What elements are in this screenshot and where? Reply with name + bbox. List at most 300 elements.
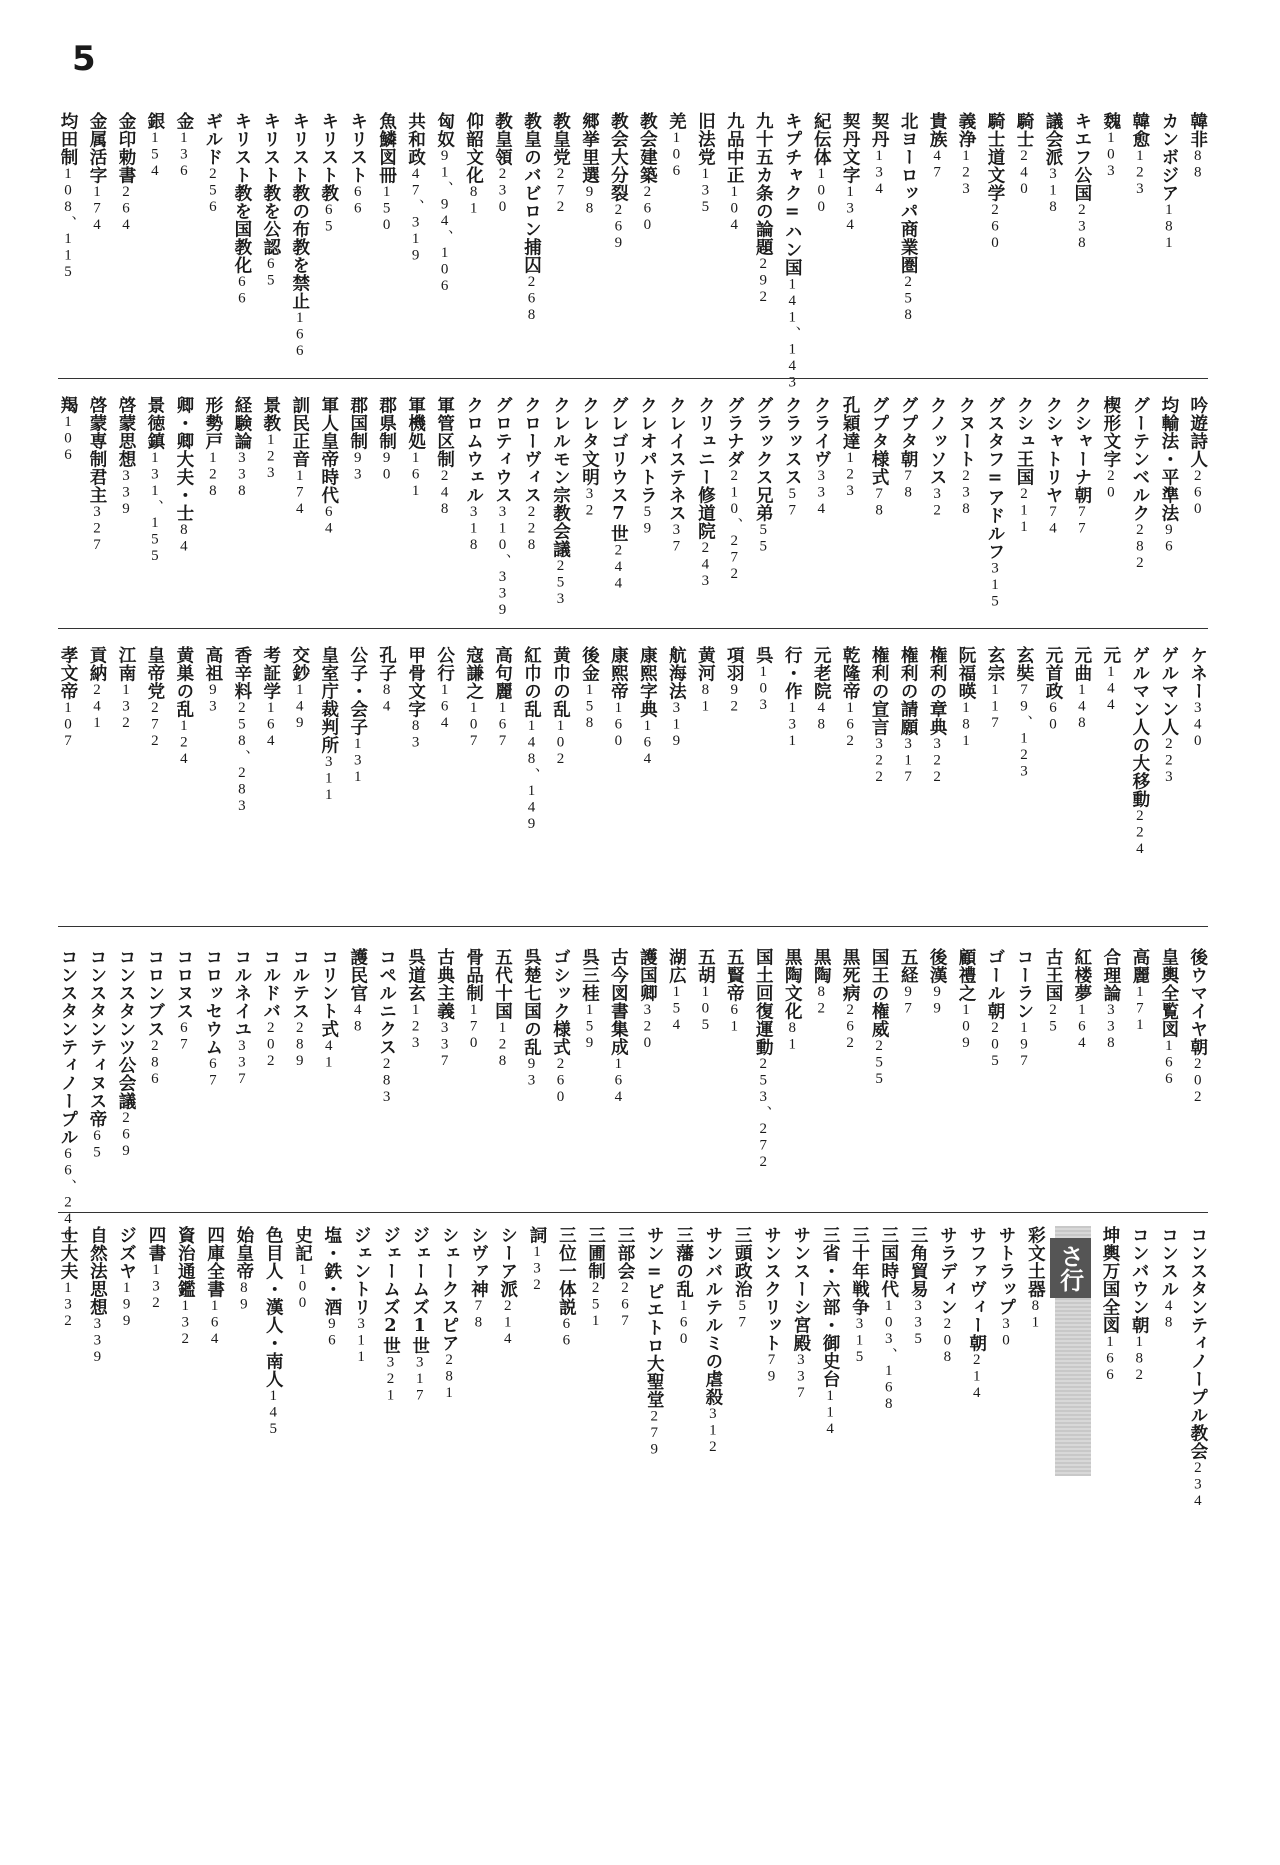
index-entry (674, 1226, 694, 1456)
index-page-numbers: 253、272 (755, 1056, 772, 1171)
index-term: コリント式 (318, 948, 339, 1038)
index-page-numbers: 170 (465, 1002, 482, 1052)
index-entry (527, 1226, 547, 1456)
index-entry (319, 396, 339, 626)
index-term: 四書 (145, 1226, 166, 1262)
index-page-numbers: 105 (697, 984, 714, 1034)
index-page-numbers: 132 (117, 682, 134, 732)
index-entry (840, 112, 860, 342)
index-band-1 (58, 112, 1208, 391)
index-page-numbers: 78 (470, 1298, 487, 1331)
index-page-numbers: 166 (1160, 1038, 1177, 1088)
index-page-numbers: 258、283 (233, 700, 250, 815)
index-page-numbers: 145 (265, 1388, 282, 1438)
index-page-numbers: 78 (871, 486, 888, 519)
index-entry (898, 396, 918, 626)
index-term: 契丹 (869, 112, 890, 148)
index-term: 黒陶 (811, 948, 832, 984)
index-entry (522, 948, 542, 1178)
index-term: グラナダ (724, 396, 745, 468)
index-page-numbers: 321 (382, 1354, 399, 1404)
index-page-numbers: 97 (900, 984, 917, 1017)
index-entry (615, 1226, 635, 1456)
index-page-numbers: 91、94、106 (436, 148, 453, 295)
index-entry (753, 396, 773, 626)
index-entry (116, 396, 136, 626)
index-term: 形勢戸 (202, 396, 223, 450)
index-page-numbers: 135 (697, 166, 714, 216)
index-term: 高麗 (1129, 948, 1150, 984)
index-page-numbers: 269 (610, 202, 627, 252)
index-page-numbers: 339 (89, 1316, 106, 1366)
index-entry (522, 646, 542, 876)
index-entry (322, 1226, 342, 1456)
index-term: 三国時代 (878, 1226, 899, 1298)
index-term: クロムウェル (463, 396, 484, 504)
index-entry (58, 948, 78, 1244)
index-term: 呉 (753, 646, 774, 664)
index-entry (1100, 1226, 1120, 1456)
index-page-numbers: 131、155 (146, 450, 163, 565)
index-page-numbers: 66 (233, 274, 250, 307)
index-term: 紅楼夢 (1071, 948, 1092, 1002)
index-term: 元 (1100, 646, 1121, 664)
index-page-numbers: 149 (291, 682, 308, 732)
index-entry (175, 1226, 195, 1456)
index-term: 国土回復運動 (753, 948, 774, 1056)
index-page-numbers: 109 (958, 1002, 975, 1052)
index-page-numbers: 269 (117, 1110, 134, 1160)
index-page-numbers: 74 (1044, 504, 1061, 537)
index-page-numbers: 84 (175, 522, 192, 555)
index-term: ゲルマン人 (1158, 646, 1179, 736)
index-term: 護民官 (347, 948, 368, 1002)
index-term: 啓蒙専制君主 (86, 396, 107, 504)
index-page-numbers: 337 (436, 1020, 453, 1070)
index-term: 三十年戦争 (849, 1226, 870, 1316)
index-page-numbers: 117 (987, 682, 1003, 732)
index-entry (840, 396, 860, 626)
index-term: 香辛料 (231, 646, 252, 700)
index-term: ジェームズ2世 (380, 1226, 401, 1355)
index-page-numbers: 100 (813, 166, 830, 216)
index-page-numbers: 164 (639, 718, 656, 768)
index-entry (319, 948, 339, 1178)
index-entry (522, 396, 542, 626)
index-entry (985, 948, 1005, 1178)
index-page-numbers: 106 (60, 414, 76, 464)
index-entry (1072, 396, 1092, 626)
index-page-numbers: 81 (1027, 1298, 1044, 1331)
index-entry (666, 396, 686, 626)
index-term: 九品中正 (724, 112, 745, 184)
index-page-numbers: 161 (407, 450, 424, 500)
index-page-numbers: 65 (320, 202, 337, 235)
index-term: 黒死病 (840, 948, 861, 1002)
index-term: 考証学 (260, 646, 281, 700)
index-term: 権利の請願 (898, 646, 919, 736)
index-term: 坤輿万国全図 (1099, 1226, 1120, 1334)
index-term: 韓非 (1187, 112, 1208, 148)
index-entry (967, 1226, 987, 1456)
index-entry (666, 646, 686, 876)
index-page-numbers: 253 (552, 558, 569, 608)
index-page-numbers: 57 (784, 486, 801, 519)
index-page-numbers: 315 (987, 560, 1003, 610)
index-term: コンバウン朝 (1129, 1226, 1150, 1334)
index-entry (996, 1226, 1016, 1456)
index-entry (1014, 112, 1034, 342)
index-entry (174, 646, 194, 876)
index-term: 軍機処 (405, 396, 426, 450)
index-entry (380, 1226, 400, 1456)
index-page-numbers: 256 (204, 166, 221, 216)
index-entry (1130, 112, 1150, 342)
index-page-numbers: 292 (755, 256, 772, 306)
index-page-numbers: 238 (958, 468, 975, 518)
index-term: ギルド (202, 112, 223, 166)
index-entry (666, 112, 686, 342)
index-page-numbers: 93 (349, 450, 366, 483)
index-term: 教皇党 (550, 112, 571, 166)
index-entry (666, 948, 686, 1178)
index-page-numbers: 318 (1044, 166, 1061, 216)
index-page-numbers: 312 (704, 1406, 721, 1456)
index-band-5 (58, 1226, 1208, 1510)
index-page-numbers: 289 (291, 1020, 308, 1070)
index-entry (550, 396, 570, 626)
index-entry (232, 112, 252, 342)
index-term: 骨品制 (463, 948, 484, 1002)
index-page-numbers: 182 (1131, 1334, 1148, 1384)
index-entry (782, 646, 802, 876)
index-entry (319, 112, 339, 342)
index-term: コンスタンティノープル (58, 948, 78, 1146)
index-entry (232, 646, 252, 876)
index-page-numbers: 214 (499, 1298, 516, 1348)
index-term: 韓愈 (1129, 112, 1150, 148)
index-term: カンボジア (1158, 112, 1179, 202)
index-term: 孔穎達 (840, 396, 861, 450)
index-term: ゴール朝 (985, 948, 1005, 1020)
index-term: 三角貿易 (908, 1226, 929, 1298)
index-entry (724, 646, 744, 876)
index-term: 元首政 (1042, 646, 1063, 700)
index-page-numbers: 320 (639, 1002, 656, 1052)
index-page-numbers: 160 (675, 1298, 692, 1348)
index-term: 古王国 (1042, 948, 1063, 1002)
index-term: 羌 (666, 112, 687, 130)
index-page-numbers: 96 (1160, 522, 1177, 555)
index-page-numbers: 281 (441, 1352, 458, 1402)
index-page-numbers: 322 (929, 736, 946, 786)
index-entry (87, 948, 107, 1178)
index-page-numbers: 279 (646, 1408, 663, 1458)
index-term: 騎士 (1013, 112, 1034, 148)
index-term: クシュ王国 (1013, 396, 1034, 486)
index-entry (116, 646, 136, 876)
index-entry (1101, 948, 1121, 1178)
index-term: サトラップ (996, 1226, 1016, 1316)
index-term: クレオパトラ (637, 396, 658, 504)
index-page-numbers: 106 (668, 130, 685, 180)
index-page-numbers: 65 (262, 256, 279, 289)
index-page-numbers: 32 (929, 486, 946, 519)
index-page-numbers: 66、246 (60, 1146, 76, 1244)
index-page-numbers: 123 (407, 1002, 424, 1052)
index-entry (261, 646, 281, 876)
index-term: 四庫全書 (204, 1226, 225, 1298)
index-entry (58, 646, 78, 876)
index-entry (493, 112, 513, 342)
index-term: 黄河 (695, 646, 716, 682)
index-entry (937, 1226, 957, 1456)
index-entry (695, 396, 715, 626)
index-term: 権利の章典 (927, 646, 948, 736)
index-page-numbers: 132 (177, 1298, 194, 1348)
index-term: 航海法 (666, 646, 687, 700)
index-term: 吟遊詩人 (1187, 396, 1208, 468)
index-page-numbers: 96 (323, 1316, 340, 1349)
index-page-numbers: 159 (581, 1002, 598, 1052)
index-entry (203, 646, 223, 876)
index-term: コルテス (289, 948, 310, 1020)
index-term: 魏 (1100, 112, 1121, 130)
index-entry (608, 112, 628, 342)
index-term: キリスト教を公認 (260, 112, 281, 256)
index-page-numbers: 148 (1073, 682, 1090, 732)
index-entry (116, 948, 136, 1178)
index-page-numbers: 267 (616, 1280, 633, 1330)
index-entry (174, 948, 194, 1178)
index-term: コルドバ (260, 948, 281, 1020)
index-term: グプタ朝 (898, 396, 919, 468)
index-page-numbers: 48 (349, 1002, 366, 1035)
index-term: 貢納 (86, 646, 107, 682)
index-page-numbers: 228 (523, 504, 540, 554)
index-entry (579, 948, 599, 1178)
index-page-numbers: 224 (1131, 808, 1148, 858)
index-term: サンスーシ宮殿 (790, 1226, 811, 1352)
index-page-numbers: 166 (291, 310, 308, 360)
index-page-numbers: 230 (494, 166, 511, 216)
index-term: クシャトリヤ (1042, 396, 1063, 504)
index-entry (724, 396, 744, 626)
index-entry (724, 112, 744, 342)
index-entry (406, 112, 426, 342)
index-entry (869, 112, 889, 342)
index-entry (410, 1226, 430, 1456)
index-term: 呉道玄 (405, 948, 426, 1002)
index-term: 匈奴 (434, 112, 455, 148)
index-entry (840, 948, 860, 1178)
index-page-numbers: 93 (523, 1056, 540, 1089)
index-page-numbers: 60 (1044, 700, 1061, 733)
index-entry (898, 646, 918, 876)
index-page-numbers: 171 (1131, 984, 1148, 1034)
index-entry (1188, 112, 1208, 342)
index-term: 教会建築 (637, 112, 658, 184)
index-term: グーテンベルク (1129, 396, 1150, 522)
index-entry (820, 1226, 840, 1456)
index-entry (493, 396, 513, 626)
index-term: ジェームズ1世 (409, 1226, 430, 1355)
index-entry (985, 112, 1005, 342)
index-entry (927, 646, 947, 876)
index-term: 彩文土器 (1025, 1226, 1046, 1298)
index-term: グプタ様式 (869, 396, 890, 486)
band-divider (58, 628, 1208, 629)
index-entry (1130, 948, 1150, 1178)
index-term: サンスクリット (761, 1226, 782, 1352)
index-entry (116, 112, 136, 342)
index-term: 高句麗 (492, 646, 513, 700)
index-entry (406, 396, 426, 626)
index-entry (348, 112, 368, 342)
index-entry (1130, 396, 1150, 626)
index-entry (637, 112, 657, 342)
index-term: コンスタンツ公会議 (115, 948, 136, 1110)
index-entry (1159, 646, 1179, 876)
index-entry (234, 1226, 254, 1456)
index-term: 九十五カ条の論題 (753, 112, 774, 256)
index-term: ジェントリ (351, 1226, 372, 1316)
index-page-numbers: 114 (822, 1388, 839, 1438)
index-page-numbers: 244 (610, 542, 627, 592)
index-entry (1025, 1226, 1045, 1456)
index-term: 阮福暎 (956, 646, 977, 700)
index-term: サラディン (937, 1226, 958, 1316)
index-term: 玄宗 (985, 646, 1005, 682)
index-term: ケネー (1187, 646, 1208, 700)
index-term: キリスト教 (318, 112, 339, 202)
index-entry (377, 646, 397, 876)
index-entry (1159, 396, 1179, 626)
index-entry (1043, 396, 1063, 626)
index-term: 景教 (260, 396, 281, 432)
index-term: 契丹文字 (840, 112, 861, 184)
index-page-numbers: 81 (465, 184, 482, 217)
index-term: 教皇のバビロン捕囚 (521, 112, 542, 274)
index-term: 孝文帝 (58, 646, 78, 700)
index-page-numbers: 123 (958, 148, 975, 198)
index-page-numbers: 90 (378, 450, 395, 483)
index-entry (898, 948, 918, 1178)
index-entry (644, 1226, 664, 1456)
index-entry (1188, 396, 1208, 626)
index-entry (556, 1226, 576, 1456)
index-entry (348, 646, 368, 876)
index-term: 顧禮之 (956, 948, 977, 1002)
index-page-numbers: 81 (784, 1020, 801, 1053)
index-entry (293, 1226, 313, 1456)
index-page-numbers: 47 (929, 148, 946, 181)
index-term: サファヴィー朝 (966, 1226, 987, 1352)
index-page-numbers: 337 (792, 1352, 809, 1402)
index-page-numbers: 128 (204, 450, 221, 500)
index-entry (348, 396, 368, 626)
index-entry (439, 1226, 459, 1456)
index-term: 皇輿全覧図 (1158, 948, 1179, 1038)
index-page-numbers: 264 (117, 184, 134, 234)
index-entry (435, 646, 455, 876)
index-page-numbers: 66 (558, 1316, 575, 1349)
index-entry (174, 396, 194, 626)
index-term: 権利の宣言 (869, 646, 890, 736)
index-entry (811, 646, 831, 876)
index-page-numbers: 335 (910, 1298, 927, 1348)
index-entry (1043, 948, 1063, 1178)
index-entry (377, 112, 397, 342)
index-entry (1014, 396, 1034, 626)
index-entry (145, 646, 165, 876)
index-page-numbers: 214 (968, 1352, 985, 1402)
index-entry (579, 646, 599, 876)
index-term: 騎士道文学 (985, 112, 1005, 202)
index-page-numbers: 103 (1102, 130, 1119, 180)
index-entry (550, 646, 570, 876)
index-term: 景徳鎮 (144, 396, 165, 450)
index-page-numbers: 89 (235, 1280, 252, 1313)
index-entry (87, 646, 107, 876)
index-entry (840, 646, 860, 876)
index-entry (232, 948, 252, 1178)
index-term: コロンブス (144, 948, 165, 1038)
index-term: クレタ文明 (579, 396, 600, 486)
index-entry (493, 646, 513, 876)
index-term: 啓蒙思想 (115, 396, 136, 468)
index-term: 銀 (144, 112, 165, 130)
index-page-numbers: 20 (1102, 468, 1119, 501)
index-page-numbers: 84 (378, 682, 395, 715)
index-page-numbers: 154 (146, 130, 163, 180)
index-page-numbers: 255 (871, 1038, 888, 1088)
index-page-numbers: 123 (1131, 148, 1148, 198)
index-entry (695, 112, 715, 342)
index-entry (406, 646, 426, 876)
index-page-numbers: 272 (146, 700, 163, 750)
index-page-numbers: 82 (813, 984, 830, 1017)
index-entry (203, 112, 223, 342)
index-term: 五胡 (695, 948, 716, 984)
index-term: 康熙字典 (637, 646, 658, 718)
index-page-numbers: 148、149 (523, 718, 540, 833)
index-entry (608, 646, 628, 876)
index-term: 後金 (579, 646, 600, 682)
index-page-numbers: 141、143 (784, 276, 801, 391)
index-term: グスタフ=アドルフ (985, 396, 1005, 561)
index-term: 黒陶文化 (782, 948, 803, 1020)
index-entry (753, 948, 773, 1178)
index-entry (732, 1226, 752, 1456)
index-page-numbers: 77 (1073, 504, 1090, 537)
index-page-numbers: 103 (755, 664, 772, 714)
index-page-numbers: 154 (668, 984, 685, 1034)
index-entry (289, 112, 310, 360)
index-term: 合理論 (1100, 948, 1121, 1002)
index-page-numbers: 181 (958, 700, 975, 750)
index-term: 三部会 (614, 1226, 635, 1280)
index-entry (290, 948, 310, 1178)
index-entry (608, 948, 628, 1178)
index-entry (348, 948, 368, 1178)
band-divider (58, 1212, 1208, 1213)
index-band-2 (58, 396, 1208, 626)
index-term: シェークスピア (439, 1226, 460, 1352)
index-term: 魚鱗図冊 (376, 112, 397, 184)
index-term: 行・作 (782, 646, 803, 700)
index-entry (174, 112, 194, 342)
